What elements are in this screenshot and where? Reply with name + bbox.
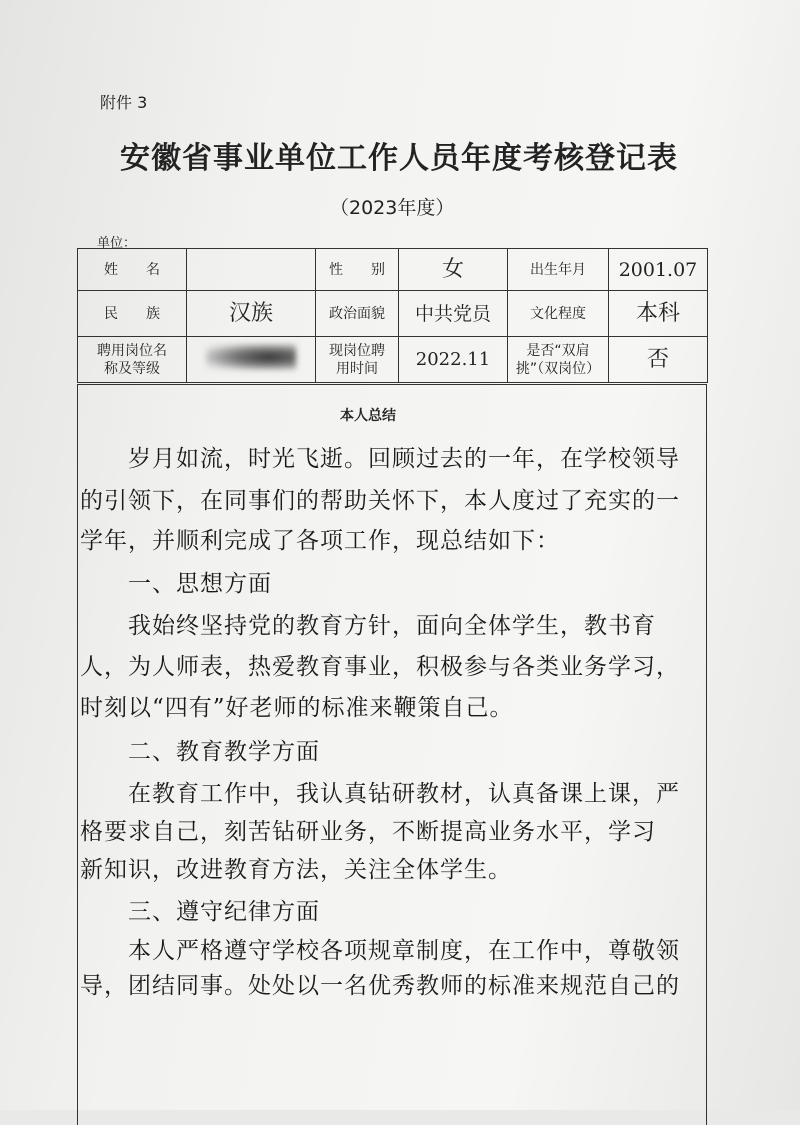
education-value: 本科 [609, 291, 708, 337]
political-label: 政治面貌 [316, 291, 399, 337]
ethnic-value: 汉族 [187, 291, 316, 337]
form-title: 安徽省事业单位工作人员年度考核登记表 [120, 141, 678, 176]
summary-line: 学年，并顺利完成了各项工作，现总结如下： [80, 528, 560, 554]
summary-line: 时刻以“四有”好老师的标准来鞭策自己。 [80, 695, 514, 721]
gender-value: 女 [399, 249, 508, 291]
post-label: 聘用岗位名称及等级 [78, 337, 187, 383]
birth-label: 出生年月 [508, 249, 609, 291]
summary-line: 我始终坚持党的教育方针，面向全体学生，教书育 [80, 613, 656, 639]
info-table [77, 248, 708, 383]
summary-title: 本人总结 [340, 408, 396, 424]
summary-line: 三、遵守纪律方面 [80, 899, 320, 925]
dual-post-value: 否 [609, 337, 708, 383]
name-label: 姓 名 [78, 249, 187, 291]
summary-line: 二、教育教学方面 [80, 739, 320, 765]
summary-line: 岁月如流，时光飞逝。回顾过去的一年，在学校领导 [80, 446, 680, 472]
form-year: （2023年度） [330, 197, 455, 219]
summary-line: 一、思想方面 [80, 571, 272, 597]
dual-post-label: 是否“双肩挑”（双岗位） [508, 337, 609, 383]
unit-label: 单位： [97, 236, 137, 251]
political-value: 中共党员 [399, 291, 508, 337]
summary-line: 的引领下，在同事们的帮助关怀下，本人度过了充实的一 [80, 488, 680, 514]
summary-line: 导，团结同事。处处以一名优秀教师的标准来规范自己的 [80, 973, 680, 999]
summary-line: 新知识，改进教育方法，关注全体学生。 [80, 857, 512, 883]
education-label: 文化程度 [508, 291, 609, 337]
summary-line: 在教育工作中，我认真钻研教材，认真备课上课，严 [80, 781, 680, 807]
gender-label: 性 别 [316, 249, 399, 291]
redaction-blur [206, 344, 296, 370]
attachment-label: 附件 3 [100, 93, 148, 112]
summary-line: 本人严格遵守学校各项规章制度，在工作中，尊敬领 [80, 938, 680, 964]
post-value-redacted [187, 337, 316, 383]
name-value [187, 249, 316, 291]
post-time-label: 现岗位聘用时间 [316, 337, 399, 383]
birth-value: 2001.07 [609, 249, 708, 291]
ethnic-label: 民 族 [78, 291, 187, 337]
post-time-value: 2022.11 [399, 337, 508, 383]
summary-line: 人，为人师表，热爱教育事业，积极参与各类业务学习， [80, 654, 680, 680]
summary-line: 格要求自己，刻苦钻研业务，不断提高业务水平，学习 [80, 819, 656, 845]
